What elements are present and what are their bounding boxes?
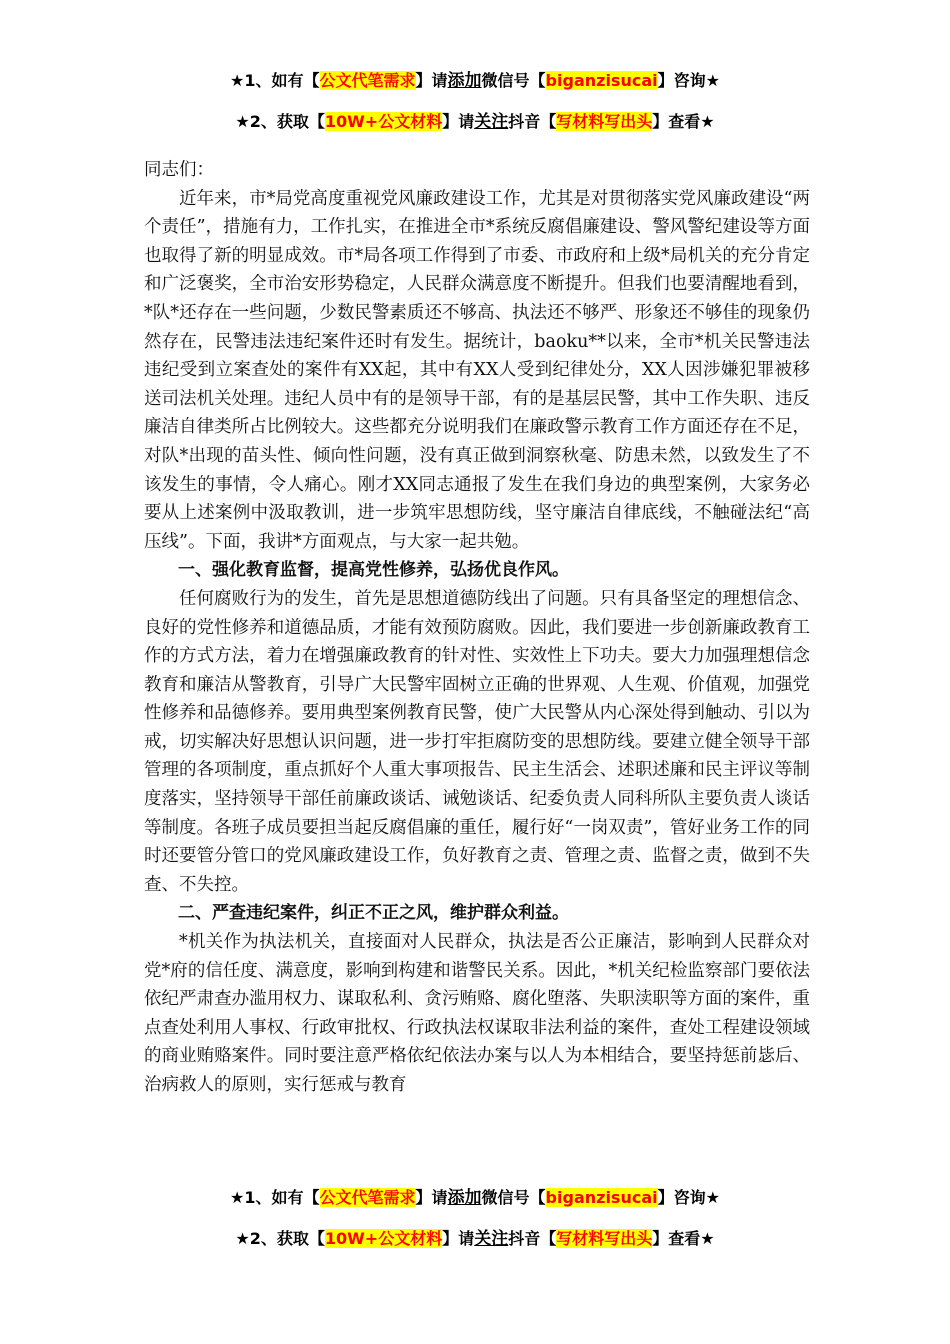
footer-2-prefix: ★2、获取【	[235, 1229, 325, 1248]
banner-2-text: 】请	[442, 112, 475, 131]
header-banner-line-2	[0, 111, 950, 133]
banner-1-highlight-wechat: biganzisucai	[545, 71, 658, 90]
banner-2-prefix: ★2、获取【	[235, 112, 325, 131]
footer-2-underlined: 关注	[474, 1229, 509, 1249]
footer-1-text-2: 微信号【	[481, 1188, 546, 1207]
footer-1-highlight-service: 公文代笔需求	[319, 1188, 416, 1207]
banner-2-highlight-douyin: 写材料写出头	[556, 112, 653, 131]
footer-banner-line-2	[0, 1228, 950, 1250]
footer-2-text-2: 抖音【	[508, 1229, 557, 1248]
banner-1-underlined: 添加	[447, 71, 482, 91]
banner-1-highlight-service: 公文代笔需求	[319, 71, 416, 90]
section-heading-1: 一、强化教育监督，提高党性修养，弘扬优良作风。	[178, 560, 569, 581]
footer-2-suffix: 】查看★	[652, 1229, 715, 1248]
footer-1-prefix: ★1、如有【	[230, 1188, 320, 1207]
document-body	[144, 156, 810, 1100]
salutation: 同志们：	[144, 160, 214, 180]
header-banner-line-1	[0, 70, 950, 92]
paragraph-intro: 近年来，市*局党高度重视党风廉政建设工作，尤其是对贯彻落实党风廉政建设“两个责任”，措施有力，工作扎实，在推进全市*系统反腐倡廉建设、警风警纪建设等方面也取得了新的明显成效。市*局各项工作得到了市委、市政府和上级*局机关的充分肯定和广泛褒奖，全市治安形势稳定，人民群众满意度不断提升。但我们也要清醒地看到，*队*还存在一些问题，少数民警素质还不够高、执法还不够严、形象还不够佳的现象仍然存在，民警违法违纪案件还时有发生。据统计，baoku**以来，全市*机关民警违法违纪受到立案查处的案件有XX起，其中有XX人受到纪律处分，XX人因涉嫌犯罪被移送司法机关处理。违纪人员中有的是领导干部，有的是基层民警，其中工作失职、违反廉洁自律类所占比例较大。这些都充分说明我们在廉政警示教育工作方面还存在不足，对队*出现的苗头性、倾向性问题，没有真正做到洞察秋毫、防患未然，以致发生了不该发生的事情，令人痛心。刚才XX同志通报了发生在我们身边的典型案例，大家务必要从上述案例中汲取教训，进一步筑牢思想防线，坚守廉洁自律底线，不触碰法纪“高压线”。下面，我讲*方面观点，与大家一起共勉。	[144, 188, 810, 552]
banner-1-text-2: 微信号【	[481, 71, 546, 90]
footer-1-text: 】请	[415, 1188, 448, 1207]
section-heading-2: 二、严查违纪案件，纠正不正之风，维护群众利益。	[178, 903, 569, 924]
footer-2-highlight-douyin: 写材料写出头	[556, 1229, 653, 1248]
banner-2-suffix: 】查看★	[652, 112, 715, 131]
footer-1-suffix: 】咨询★	[657, 1188, 720, 1207]
paragraph-section-1: 任何腐败行为的发生，首先是思想道德防线出了问题。只有具备坚定的理想信念、良好的党性修养和道德品质，才能有效预防腐败。因此，我们要进一步创新廉政教育工作的方式方法，着力在增强廉政教育的针对性、实效性上下功夫。要大力加强理想信念教育和廉洁从警教育，引导广大民警牢固树立正确的世界观、人生观、价值观，加强党性修养和品德修养。要用典型案例教育民警，使广大民警从内心深处得到触动、引以为戒，切实解决好思想认识问题，进一步打牢拒腐防变的思想防线。要建立健全领导干部管理的各项制度，重点抓好个人重大事项报告、民主生活会、述职述廉和民主评议等制度落实，坚持领导干部任前廉政谈话、诫勉谈话、纪委负责人同科所队主要负责人谈话等制度。各班子成员要担当起反腐倡廉的重任，履行好“一岗双责”，管好业务工作的同时还要管分管口的党风廉政建设工作，负好教育之责、管理之责、监督之责，做到不失查、不失控。	[144, 588, 810, 895]
banner-2-text-2: 抖音【	[508, 112, 557, 131]
footer-2-highlight-materials: 10W+公文材料	[324, 1229, 443, 1248]
banner-1-suffix: 】咨询★	[657, 71, 720, 90]
banner-2-highlight-materials: 10W+公文材料	[324, 112, 443, 131]
banner-2-underlined: 关注	[474, 112, 509, 132]
footer-2-text: 】请	[442, 1229, 475, 1248]
footer-1-highlight-wechat: biganzisucai	[545, 1188, 658, 1207]
footer-1-underlined: 添加	[447, 1188, 482, 1208]
paragraph-section-2: *机关作为执法机关，直接面对人民群众，执法是否公正廉洁，影响到人民群众对党*府的信任度、满意度，影响到构建和谐警民关系。因此，*机关纪检监察部门要依法依纪严肃查办滥用权力、谋取私利、贪污贿赂、腐化堕落、失职渎职等方面的案件，重点查处利用人事权、行政审批权、行政执法权谋取非法利益的案件，查处工程建设领域的商业贿赂案件。同时要注意严格依纪依法办案与以人为本相结合，要坚持惩前毖后、治病救人的原则，实行惩戒与教育	[144, 932, 810, 1095]
banner-1-prefix: ★1、如有【	[230, 71, 320, 90]
footer-banner-line-1	[0, 1187, 950, 1209]
banner-1-text: 】请	[415, 71, 448, 90]
